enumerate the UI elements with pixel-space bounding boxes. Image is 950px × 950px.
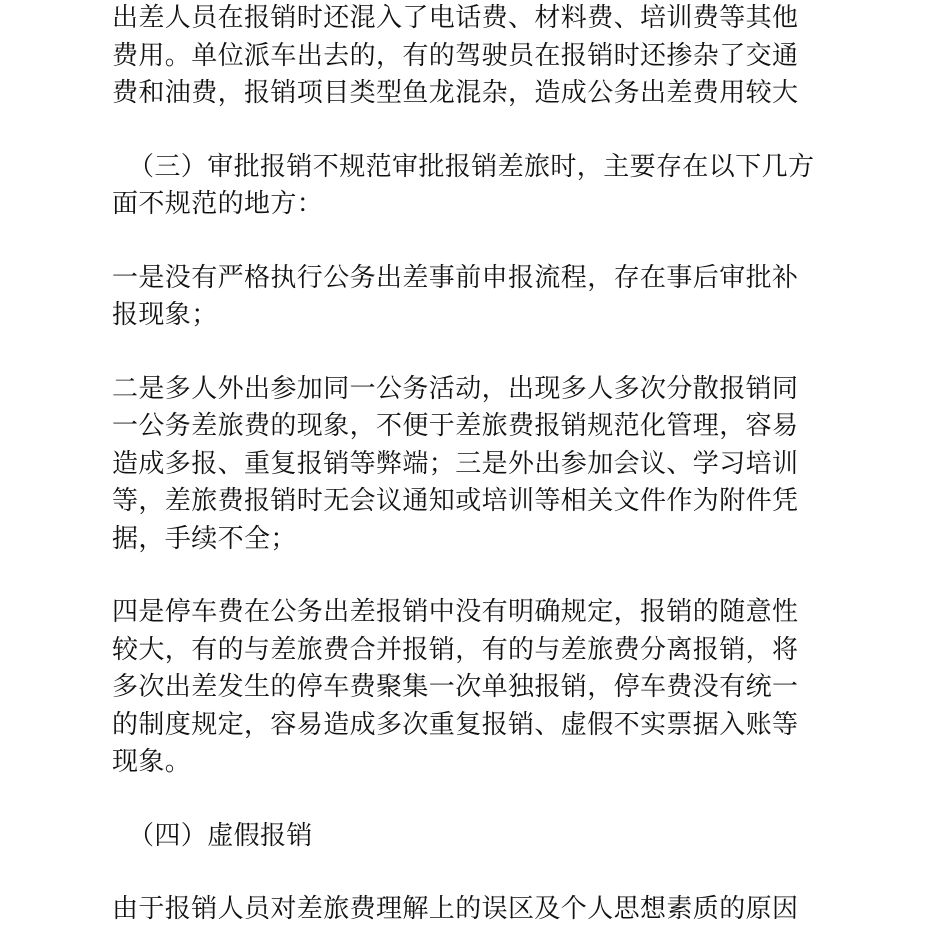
paragraph-gap: [112, 335, 848, 371]
text-line: 较大，有的与差旅费合并报销，有的与差旅费分离报销，将: [112, 634, 799, 665]
text-line: 由于报销人员对差旅费理解上的误区及个人思想素质的原因: [112, 894, 799, 924]
text-line: （四）虚假报销: [128, 820, 313, 851]
text-line: 的制度规定，容易造成多次重复报销、虚假不实票据入账等: [112, 709, 799, 740]
text-line: 一是没有严格执行公务出差事前申报流程，存在事后审批补: [112, 262, 799, 293]
text-line: （三）审批报销不规范审批报销差旅时，主要存在以下几方: [128, 151, 815, 182]
paragraph-false-reimbursement: [112, 891, 848, 929]
section-heading-three: [112, 149, 848, 224]
paragraph-gap: [112, 113, 848, 149]
paragraph-gap: [112, 224, 848, 260]
text-line: 出差人员在报销时还混入了电话费、材料费、培训费等其他: [112, 3, 799, 33]
text-line: 造成多报、重复报销等弊端；三是外出参加会议、学习培训: [112, 448, 799, 479]
document-page: [112, 0, 848, 929]
text-line: 一公务差旅费的现象，不便于差旅费报销规范化管理，容易: [112, 411, 799, 441]
paragraph-expense-mixing: [112, 0, 848, 113]
text-line: 费用。单位派车出去的，有的驾驶员在报销时还掺杂了交通: [112, 40, 799, 71]
paragraph-gap: [112, 782, 848, 818]
paragraph-gap: [112, 558, 848, 594]
text-line: 据，手续不全；: [112, 523, 297, 554]
text-line: 多次出差发生的停车费聚集一次单独报销，停车费没有统一: [112, 672, 799, 702]
text-line: 面不规范的地方：: [112, 189, 324, 219]
text-line: 等，差旅费报销时无会议通知或培训等相关文件作为附件凭: [112, 486, 799, 516]
paragraph-gap: [112, 855, 848, 891]
paragraph-point-four: [112, 594, 848, 782]
section-heading-four: [112, 818, 848, 856]
text-line: 报现象；: [112, 300, 218, 330]
paragraph-point-one: [112, 260, 848, 335]
text-line: 现象。: [112, 747, 192, 777]
text-line: 费和油费，报销项目类型鱼龙混杂，造成公务出差费用较大: [112, 78, 799, 108]
paragraph-point-two-three: [112, 371, 848, 559]
text-line: 四是停车费在公务出差报销中没有明确规定，报销的随意性: [112, 597, 799, 627]
text-line: 二是多人外出参加同一公务活动，出现多人多次分散报销同: [112, 373, 799, 404]
